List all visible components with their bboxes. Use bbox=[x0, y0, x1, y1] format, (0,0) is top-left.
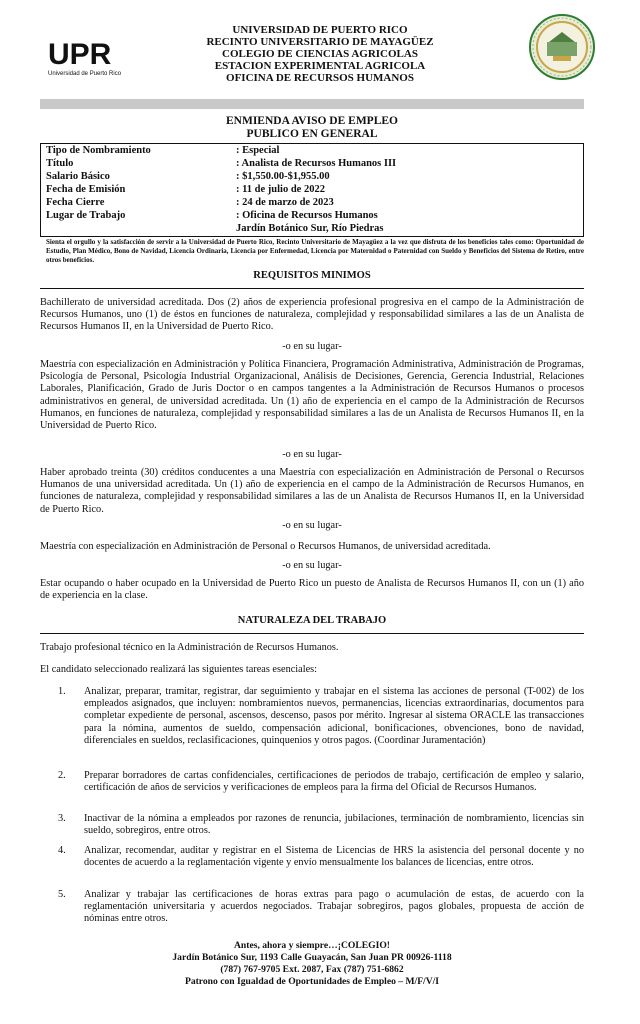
info-value: : Oficina de Recursos Humanos bbox=[236, 210, 378, 221]
requisitos-heading: REQUISITOS MINIMOS bbox=[253, 270, 371, 281]
or-separator: -o en su lugar- bbox=[282, 520, 342, 531]
header-line: OFICINA DE RECURSOS HUMANOS bbox=[226, 72, 414, 84]
footer bbox=[40, 940, 584, 988]
info-value: : 11 de julio de 2022 bbox=[236, 184, 325, 195]
list-text: Analizar, recomendar, auditar y registrar en el Sistema de Licencias de HRS la asistencia del personal docente y no docentes de acuerdo a la reglamentación vigente y envío mensualmente los balances de licencias, entre otros. bbox=[84, 845, 584, 869]
footer-motto: Antes, ahora y siempre…¡COLEGIO! bbox=[234, 940, 390, 951]
title-line-1: ENMIENDA AVISO DE EMPLEO bbox=[225, 115, 398, 127]
header-line: RECINTO UNIVERSITARIO DE MAYAGÜEZ bbox=[206, 36, 434, 48]
naturaleza-heading: NATURALEZA DEL TRABAJO bbox=[237, 615, 387, 626]
section-rule bbox=[40, 288, 584, 289]
footer-equal-opportunity: Patrono con Igualdad de Oportunidades de Empleo – M/F/V/I bbox=[184, 976, 440, 987]
list-number: 3. bbox=[58, 813, 66, 824]
info-label: Fecha de Emisión bbox=[46, 184, 126, 195]
list-item bbox=[58, 845, 584, 869]
section-rule bbox=[40, 633, 584, 634]
header-line: UNIVERSIDAD DE PUERTO RICO bbox=[232, 24, 408, 36]
logo-subtitle: Universidad de Puerto Rico bbox=[48, 71, 122, 77]
header-line: ESTACION EXPERIMENTAL AGRICOLA bbox=[214, 60, 426, 72]
info-label: Tipo de Nombramiento bbox=[46, 145, 151, 156]
info-value: Jardín Botánico Sur, Río Piedras bbox=[236, 223, 384, 234]
list-text: Inactivar de la nómina a empleados por razones de renuncia, jubilaciones, terminación de nombramiento, licencias sin sueldo, sobregiros, entre otros. bbox=[84, 813, 584, 837]
info-row bbox=[46, 197, 334, 209]
info-row bbox=[46, 171, 330, 183]
title-line-2: PUBLICO EN GENERAL bbox=[246, 128, 378, 140]
footer-phone: (787) 767-9705 Ext. 2087, Fax (787) 751-6862 bbox=[220, 964, 404, 975]
or-separator: -o en su lugar- bbox=[282, 449, 342, 460]
info-label: Salario Básico bbox=[46, 171, 110, 182]
requisito-paragraph: Maestría con especialización en Administración de Personal o Recursos Humanos, de universidad acreditada. bbox=[40, 541, 491, 552]
list-item bbox=[58, 889, 584, 926]
seal-icon bbox=[529, 14, 595, 80]
info-row bbox=[46, 145, 279, 157]
header-divider-bar bbox=[40, 99, 584, 109]
requisito-paragraph: Bachillerato de universidad acreditada. Dos (2) años de experiencia profesional progresiva en el campo de la Administración de Recursos Humanos, uno (1) de éstos en funciones de naturaleza, complejidad y responsabilidad similares a las de un Analista de Recursos Humanos II, en la Universidad de Puerto Rico. bbox=[40, 297, 584, 333]
position-info-box bbox=[40, 143, 584, 237]
or-separator: -o en su lugar- bbox=[282, 560, 342, 571]
requisito-paragraph: Estar ocupando o haber ocupado en la Universidad de Puerto Rico un puesto de Analista de Recursos Humanos II, con un (1) año de experiencia en la clase. bbox=[40, 578, 584, 602]
info-row bbox=[46, 210, 378, 222]
logo-letters: UPR bbox=[48, 38, 112, 71]
footer-address: Jardín Botánico Sur, 1193 Calle Guayacán, San Juan PR 00926-1118 bbox=[172, 952, 452, 963]
info-row bbox=[46, 223, 384, 235]
info-label: Fecha Cierre bbox=[46, 197, 105, 208]
list-number: 4. bbox=[58, 845, 66, 856]
naturaleza-paragraph: El candidato seleccionado realizará las siguientes tareas esenciales: bbox=[40, 664, 318, 675]
info-row bbox=[46, 184, 325, 196]
naturaleza-paragraph: Trabajo profesional técnico en la Administración de Recursos Humanos. bbox=[40, 642, 339, 653]
header-line: COLEGIO DE CIENCIAS AGRICOLAS bbox=[222, 48, 418, 60]
list-number: 1. bbox=[58, 686, 66, 697]
list-item bbox=[58, 686, 584, 747]
list-text: Preparar borradores de cartas confidenciales, certificaciones de periodos de trabajo, certificación de empleo y salario, certificación de años de servicios y verificaciones de empleos para la firma del Oficial de Recursos Humanos. bbox=[84, 770, 584, 794]
info-value: : Analista de Recursos Humanos III bbox=[236, 158, 397, 169]
info-label: Título bbox=[46, 158, 74, 169]
list-item bbox=[58, 770, 584, 794]
info-value: : Especial bbox=[236, 145, 280, 156]
info-label: Lugar de Trabajo bbox=[46, 210, 126, 221]
list-number: 2. bbox=[58, 770, 66, 781]
list-item bbox=[58, 813, 584, 837]
institution-header bbox=[150, 24, 490, 84]
upr-logo bbox=[48, 40, 128, 78]
benefits-note: Sienta el orgullo y la satisfacción de servir a la Universidad de Puerto Rico, Recinto Universitario de Mayagüez a la vez que disfruta de los beneficios tales como: Oportunidad de Estudio, Plan Médico, Bono de Navidad, Licencia Ordinaria, Licencia por Enfermedad, Licencia por Maternidad o Paternidad con Sueldo y Beneficios del Sistema de Retiro, entre otros beneficios. bbox=[46, 238, 584, 264]
or-separator: -o en su lugar- bbox=[282, 341, 342, 352]
list-text: Analizar, preparar, tramitar, registrar, dar seguimiento y trabajar en el sistema las acciones de personal (T-002) de los empleados asignados, que incluyen: nombramientos nuevos, permanencias, licencias extraordinarias, documentos para completar expediente de personal, ascensos, descenso, pasos por mérito. Ingresar al sistema ORACLE las transacciones para la nómina, aumentos de sueldo, compensación adicional, bonificaciones, obvenciones, bono de navidad, diferenciales en sueldos, reclasificaciones, quinquenios y otros pagos. (Coordinar Juramentación) bbox=[84, 686, 584, 746]
info-row bbox=[46, 158, 396, 170]
list-number: 5. bbox=[58, 889, 66, 900]
notice-title bbox=[40, 115, 584, 141]
info-value: : 24 de marzo de 2023 bbox=[236, 197, 334, 208]
requisito-paragraph: Maestría con especialización en Administración y Política Financiera, Programación Administrativa, Administración de Programas, Psicología de Personal, Psicología Industrial Organizacional, Análisis de Decisiones, Gerencia, Gerencia Industrial, Relaciones Laborales, Planificación, Grado de Juris Doctor o en campos tangentes a la Administración de Recursos Humanos o procesos administrativos en general, de universidad acreditada. Un (1) año de experiencia en el campo de la Administración de Recursos Humanos, en funciones de naturaleza, complejidad y responsabilidad similares a las de un Analista de Recursos Humanos II, en la Universidad de Puerto Rico. bbox=[40, 359, 584, 432]
requisito-paragraph: Haber aprobado treinta (30) créditos conducentes a una Maestría con especialización en Administración de Personal o Recursos Humanos de una universidad acreditada. Un (1) año de experiencia en el campo de la Administración de Recursos Humanos, en funciones de naturaleza, complejidad y responsabilidad similares a las de un Analista de Recursos Humanos II, en la Universidad de Puerto Rico. bbox=[40, 467, 584, 515]
list-text: Analizar y trabajar las certificaciones de horas extras para pago o acumulación de estas, de acuerdo con la reglamentación universitaria y acuerdos negociados. Trabajar sobregiros, pagos globales, propuesta de acción de nóminas entre otros. bbox=[84, 889, 584, 925]
info-value: : $1,550.00-$1,955.00 bbox=[236, 171, 330, 182]
